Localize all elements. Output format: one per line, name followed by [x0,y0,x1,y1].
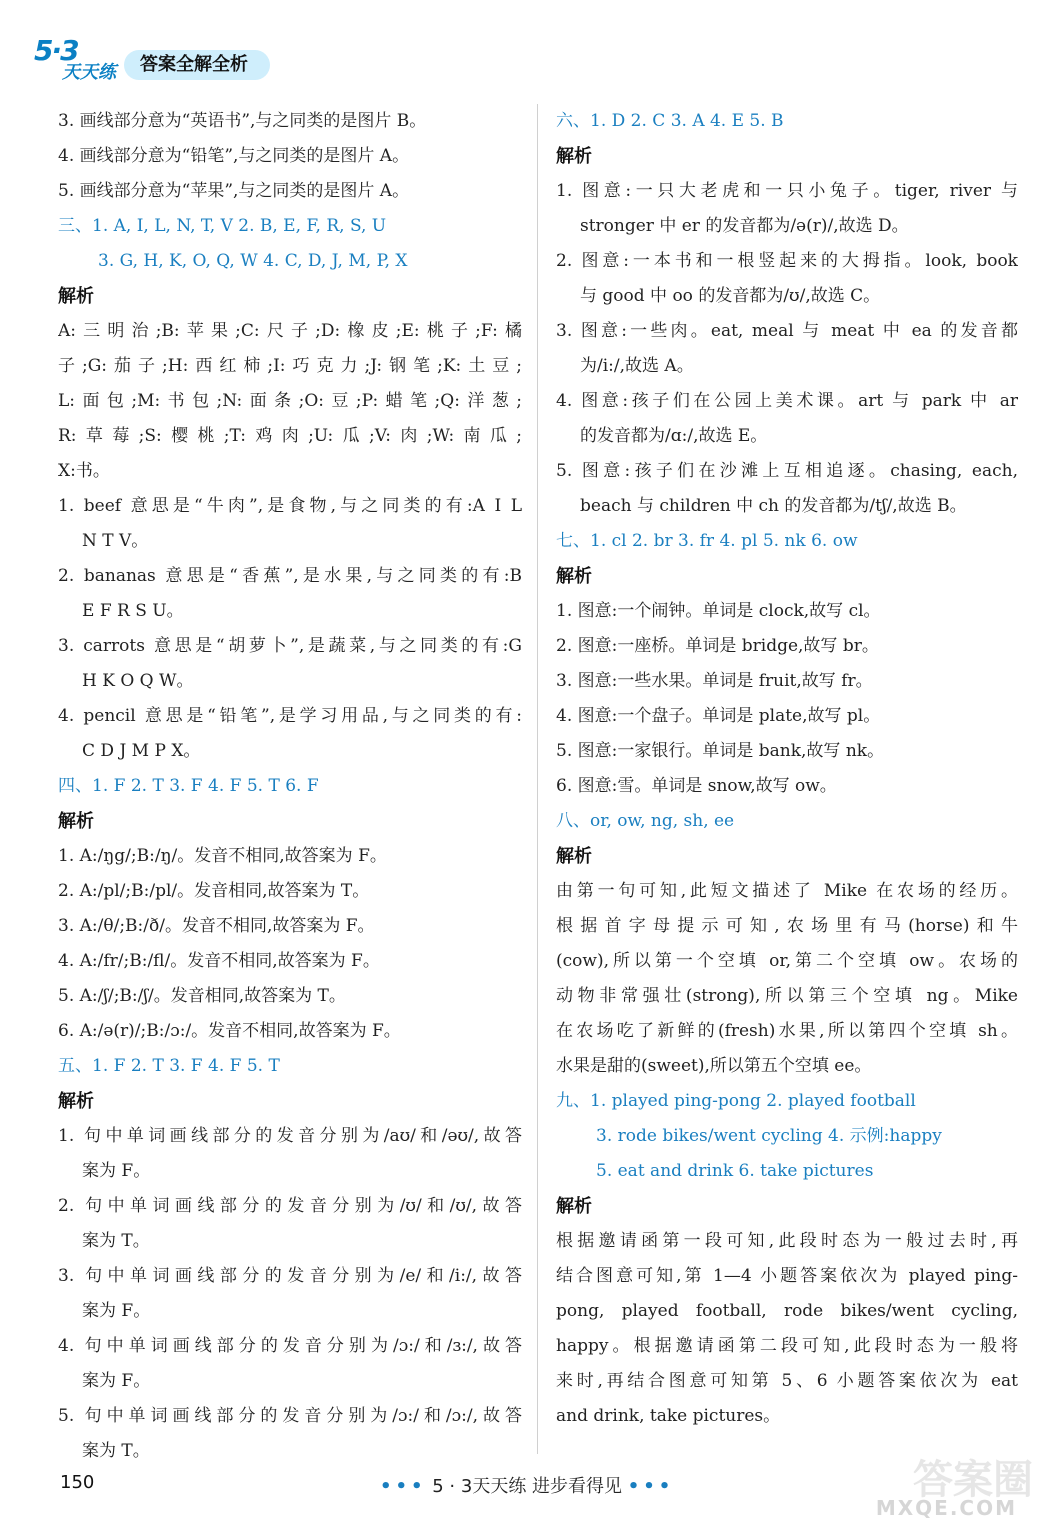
text-line: pong, played football, rode bikes/went cycling, [556,1301,1018,1321]
text-line: 在农场吃了新鲜的(fresh)水果,所以第四个空填 sh。 [556,1021,1018,1041]
answer-key-line: 四、1. F 2. T 3. F 4. F 5. T 6. F [58,776,319,796]
text-line: 3. 句中单词画线部分的发音分别为/e/和/i:/,故答 [58,1266,522,1286]
text-line: 2. bananas 意思是“香蕉”,是水果,与之同类的有:B [58,566,522,586]
text-line: 6. 图意:雪。单词是 snow,故写 ow。 [556,776,837,796]
text-line: 来时,再结合图意可知第 5、6 小题答案依次为 eat [556,1371,1018,1391]
text-line: 案为 F。 [82,1371,151,1391]
text-line: 2. 图意:一本书和一根竖起来的大拇指。look, book [556,251,1018,271]
answer-key-line: 3. G, H, K, O, Q, W 4. C, D, J, M, P, X [98,251,408,271]
watermark-logo: 答案圈 [913,1457,1033,1503]
text-line: C D J M P X。 [82,741,201,761]
footer-text: 5 · 3天天练 进步看得见 [432,1476,623,1497]
text-line: 5. 图意:一家银行。单词是 bank,故写 nk。 [556,741,885,761]
answer-key-line: 七、1. cl 2. br 3. fr 4. pl 5. nk 6. ow [556,531,858,551]
footer-dots-right: ••• [627,1476,675,1497]
watermark-url: MXQE.COM [875,1496,1017,1520]
text-line: 2. 句中单词画线部分的发音分别为/ʊ/和/ʊ/,故答 [58,1196,522,1216]
text-line: 3. A:/θ/;B:/ð/。发音不相同,故答案为 F。 [58,916,375,936]
text-line: 1. 句中单词画线部分的发音分别为/aʊ/和/əʊ/,故答 [58,1126,522,1146]
text-line: 6. A:/ə(r)/;B:/ɔ:/。发音不相同,故答案为 F。 [58,1021,401,1041]
text-line: 2. 图意:一座桥。单词是 bridge,故写 br。 [556,636,879,656]
text-line: 2. A:/pl/;B:/pl/。发音相同,故答案为 T。 [58,881,370,901]
text-line: 1. 图意:一只大老虎和一只小兔子。tiger, river 与 [556,181,1018,201]
text-line: 4. 句中单词画线部分的发音分别为/ɔ:/和/ɜ:/,故答 [58,1336,522,1356]
answer-key-line: 五、1. F 2. T 3. F 4. F 5. T [58,1056,280,1076]
text-line: 1. 图意:一个闹钟。单词是 clock,故写 cl。 [556,601,881,621]
text-line: 与 good 中 oo 的发音都为/ʊ/,故选 C。 [580,286,881,306]
text-line: 案为 F。 [82,1161,151,1181]
text-line: 根据邀请函第一段可知,此段时态为一般过去时,再 [556,1231,1018,1251]
text-line: 4. A:/fr/;B:/fl/。发音不相同,故答案为 F。 [58,951,380,971]
analysis-heading: 解析 [556,1196,592,1217]
text-line: 5. 句中单词画线部分的发音分别为/ɔ:/和/ɔ:/,故答 [58,1406,522,1426]
answer-key-line: 六、1. D 2. C 3. A 4. E 5. B [556,111,784,131]
text-line: 动物非常强壮(strong),所以第三个空填 ng。Mike [556,986,1018,1006]
answer-key-line: 5. eat and drink 6. take pictures [596,1161,874,1181]
text-line: beach 与 children 中 ch 的发音都为/tʃ/,故选 B。 [580,496,967,516]
text-line: 子;G:茄子;H:西红柿;I:巧克力;J:钢笔;K:土豆; [58,356,522,376]
right-column [556,104,1018,1434]
analysis-heading: 解析 [58,811,94,832]
text-line: X:书。 [58,461,110,481]
text-line: A:三明治;B:苹果;C:尺子;D:橡皮;E:桃子;F:橘 [58,321,522,341]
text-line: 水果是甜的(sweet),所以第五个空填 ee。 [556,1056,872,1076]
text-line: 5. 图意:孩子们在沙滩上互相追逐。chasing, each, [556,461,1018,481]
analysis-heading: 解析 [58,1091,94,1112]
brand-logo [32,36,122,84]
text-line: 案为 T。 [82,1441,150,1461]
page-header [32,36,332,84]
logo-text: 天天练 [62,62,116,83]
text-line: 5. 画线部分意为“苹果”,与之同类的是图片 A。 [58,181,410,201]
text-line: 4. pencil 意思是“铅笔”,是学习用品,与之同类的有: [58,706,522,726]
left-column [58,104,522,1469]
text-line: 3. 画线部分意为“英语书”,与之同类的是图片 B。 [58,111,427,131]
text-line: 5. A:/ʃ/;B:/ʃ/。发音相同,故答案为 T。 [58,986,346,1006]
text-line: 4. 图意:一个盘子。单词是 plate,故写 pl。 [556,706,881,726]
text-line: 3. 图意:一些肉。eat, meal 与 meat 中 ea 的发音都 [556,321,1018,341]
footer-dots-left: ••• [380,1476,427,1497]
text-line: and drink, take pictures。 [556,1406,781,1426]
analysis-heading: 解析 [556,146,592,167]
answer-key-line: 三、1. A, I, L, N, T, V 2. B, E, F, R, S, U [58,216,387,236]
text-line: 3. carrots 意思是“胡萝卜”,是蔬菜,与之同类的有:G [58,636,522,656]
analysis-heading: 解析 [58,286,94,307]
text-line: R:草莓;S:樱桃;T:鸡肉;U:瓜;V:肉;W:南瓜; [58,426,522,446]
text-line: H K O Q W。 [82,671,194,691]
text-line: E F R S U。 [82,601,184,621]
text-line: N T V。 [82,531,149,551]
column-divider [537,104,538,1454]
header-title: 答案全解全析 [124,50,270,80]
text-line: 根据首字母提示可知,农场里有马(horse)和牛 [556,916,1018,936]
text-line: 1. beef 意思是“牛肉”,是食物,与之同类的有:A I L [58,496,522,516]
analysis-heading: 解析 [556,566,592,587]
text-line: 1. A:/ŋg/;B:/ŋ/。发音不相同,故答案为 F。 [58,846,387,866]
answer-key-line: 九、1. played ping-pong 2. played football [556,1091,916,1111]
footer-slogan [380,1472,674,1498]
text-line: 案为 T。 [82,1231,150,1251]
text-line: stronger 中 er 的发音都为/ə(r)/,故选 D。 [580,216,909,236]
answer-key-line: 3. rode bikes/went cycling 4. 示例:happy [596,1126,942,1146]
text-line: 4. 图意:孩子们在公园上美术课。art 与 park 中 ar [556,391,1018,411]
text-line: 4. 画线部分意为“铅笔”,与之同类的是图片 A。 [58,146,410,166]
text-line: 案为 F。 [82,1301,151,1321]
text-line: 由第一句可知,此短文描述了 Mike 在农场的经历。 [556,881,1018,901]
text-line: happy。根据邀请函第二段可知,此段时态为一般将 [556,1336,1018,1356]
text-line: (cow),所以第一个空填 or,第二个空填 ow。农场的 [556,951,1018,971]
answer-key-line: 八、or, ow, ng, sh, ee [556,811,735,831]
text-line: 3. 图意:一些水果。单词是 fruit,故写 fr。 [556,671,873,691]
text-line: 的发音都为/ɑ:/,故选 E。 [580,426,768,446]
analysis-heading: 解析 [556,846,592,867]
text-line: 为/i:/,故选 A。 [580,356,694,376]
text-line: L:面包;M:书包;N:面条;O:豆;P:蜡笔;Q:洋葱; [58,391,522,411]
page-number: 150 [60,1472,95,1493]
logo-number: 5·3 [34,34,78,67]
text-line: 结合图意可知,第 1—4 小题答案依次为 played ping- [556,1266,1018,1286]
